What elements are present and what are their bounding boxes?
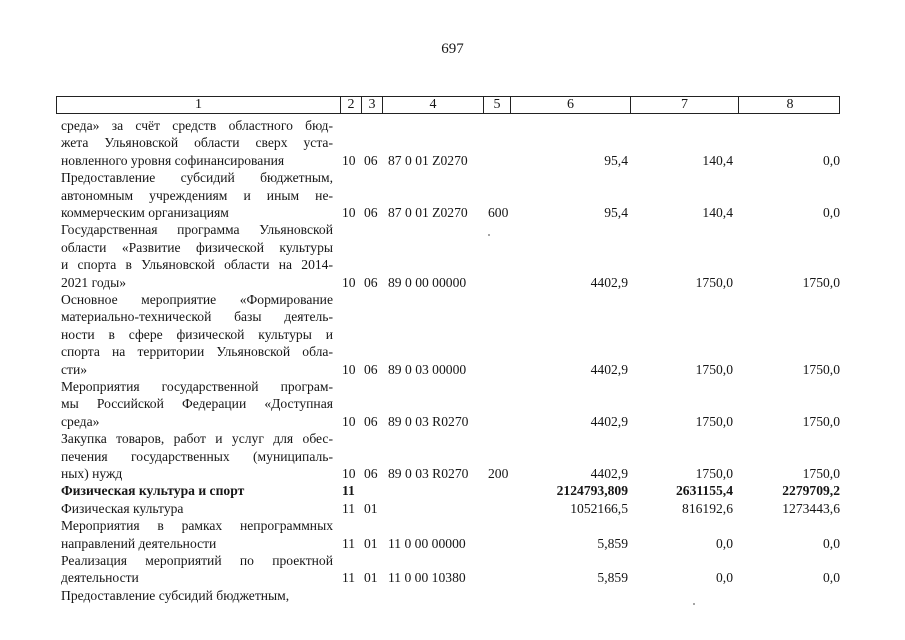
amount-col-8: 1750,0 [802, 361, 840, 377]
description-line: деятельности [61, 570, 139, 586]
target-article-code: 87 0 01 Z0270 [388, 152, 468, 168]
header-col-5: 5 [484, 97, 511, 113]
section-code: 11 [342, 570, 356, 586]
subsection-code: 01 [364, 570, 378, 586]
amount-col-8: 0,0 [823, 535, 840, 551]
description-line: Мероприятия государственной програм- [61, 379, 333, 394]
description-line: ных) нужд [61, 466, 123, 481]
amount-col-7: 2631155,4 [675, 483, 733, 499]
section-code: 10 [342, 204, 356, 220]
header-col-4: 4 [383, 97, 484, 113]
expense-type-code: 600 [488, 204, 509, 220]
table-row [0, 169, 905, 221]
row-description [61, 221, 333, 291]
description-line: Физическая культура и спорт [61, 483, 245, 499]
target-article-code: 11 0 00 10380 [388, 570, 466, 586]
section-code: 11 [342, 535, 356, 551]
header-col-6: 6 [511, 97, 631, 113]
table-row [0, 500, 905, 517]
description-line: Государственная программа Ульяновской [61, 222, 333, 238]
target-article-code: 87 0 01 Z0270 [388, 204, 468, 220]
subsection-code: 06 [364, 152, 378, 168]
amount-col-8: 1750,0 [802, 274, 840, 290]
amount-col-8: 0,0 [823, 204, 840, 220]
description-line: ности в сфере физической культуры и [61, 326, 333, 342]
description-line: печения государственных (муниципаль- [61, 448, 333, 464]
amount-col-7: 1750,0 [695, 413, 733, 429]
description-line: 2021 годы» [61, 274, 127, 290]
table-row [0, 587, 905, 604]
section-code: 10 [342, 413, 356, 429]
description-line: и спорта в Ульяновской области на 2014- [61, 257, 333, 273]
target-article-code: 89 0 03 00000 [388, 361, 467, 377]
subsection-code: 06 [364, 274, 378, 290]
amount-col-7: 0,0 [716, 570, 733, 586]
page-number: 697 [441, 41, 464, 57]
amount-col-7: 816192,6 [682, 500, 733, 516]
section-code: 10 [342, 152, 356, 168]
header-col-7: 7 [631, 97, 739, 113]
amount-col-6: 95,4 [604, 204, 628, 220]
subsection-code: 06 [364, 204, 378, 220]
amount-col-7: 1750,0 [695, 465, 733, 481]
target-article-code: 11 0 00 00000 [388, 535, 466, 551]
description-line: Основное мероприятие «Формирование [61, 292, 333, 307]
header-col-3: 3 [362, 97, 383, 113]
scan-speck [488, 234, 490, 236]
description-line: коммерческим организациям [61, 205, 229, 220]
row-description [61, 587, 333, 604]
description-line: области «Развитие физической культуры [61, 239, 333, 255]
description-line: жета Ульяновской области сверх уста- [61, 135, 333, 151]
table-row [0, 482, 905, 499]
amount-col-6: 95,4 [604, 152, 628, 168]
description-line: Физическая культура [61, 500, 184, 516]
description-line: автономным учреждениям и иным не- [61, 187, 333, 203]
subsection-code: 01 [364, 535, 378, 551]
amount-col-6: 4402,9 [590, 465, 628, 481]
row-description [61, 552, 333, 587]
amount-col-7: 1750,0 [695, 274, 733, 290]
description-line: материально-технической базы деятель- [61, 309, 333, 325]
description-line: Предоставление субсидий бюджетным, [61, 587, 290, 603]
section-code: 10 [342, 465, 356, 481]
scan-speck [693, 603, 695, 605]
amount-col-7: 0,0 [716, 535, 733, 551]
subsection-code: 01 [364, 500, 378, 516]
table-row [0, 117, 905, 169]
target-article-code: 89 0 03 R0270 [388, 465, 469, 481]
description-line: новленного уровня софинансирования [61, 152, 285, 168]
description-line: сти» [61, 361, 88, 377]
target-article-code: 89 0 03 R0270 [388, 413, 469, 429]
amount-col-7: 1750,0 [695, 361, 733, 377]
table-row [0, 552, 905, 587]
section-code: 11 [342, 500, 356, 516]
expense-type-code: 200 [488, 465, 509, 481]
row-description [61, 291, 333, 378]
amount-col-6: 4402,9 [590, 413, 628, 429]
row-description [61, 378, 333, 430]
description-line: Мероприятия в рамках непрограммных [61, 518, 333, 534]
section-code: 11 [342, 483, 355, 499]
amount-col-8: 2279709,2 [782, 483, 840, 499]
section-code: 10 [342, 274, 356, 290]
description-line: спорта на территории Ульяновской обла- [61, 344, 333, 360]
row-description [61, 482, 333, 499]
table-row [0, 291, 905, 378]
target-article-code: 89 0 00 00000 [388, 274, 467, 290]
description-line: Закупка товаров, работ и услуг для обес- [61, 431, 333, 447]
amount-col-7: 140,4 [702, 204, 733, 220]
amount-col-6: 1052166,5 [570, 500, 628, 516]
amount-col-6: 4402,9 [590, 361, 628, 377]
amount-col-8: 1273443,6 [782, 500, 840, 516]
amount-col-8: 1750,0 [802, 465, 840, 481]
table-row [0, 430, 905, 482]
amount-col-8: 0,0 [823, 152, 840, 168]
row-description [61, 117, 333, 169]
row-description [61, 517, 333, 552]
subsection-code: 06 [364, 465, 378, 481]
header-col-1: 1 [57, 97, 341, 113]
subsection-code: 06 [364, 413, 378, 429]
amount-col-8: 0,0 [823, 570, 840, 586]
description-line: мы Российской Федерации «Доступная [61, 396, 333, 412]
description-line: Реализация мероприятий по проектной [61, 553, 333, 568]
row-description [61, 430, 333, 482]
amount-col-7: 140,4 [702, 152, 733, 168]
description-line: Предоставление субсидий бюджетным, [61, 170, 333, 186]
table-row [0, 378, 905, 430]
section-code: 10 [342, 361, 356, 377]
amount-col-6: 5,859 [597, 570, 628, 586]
amount-col-6: 4402,9 [590, 274, 628, 290]
table-row [0, 221, 905, 291]
row-description [61, 169, 333, 221]
header-col-2: 2 [341, 97, 362, 113]
table-row [0, 517, 905, 552]
subsection-code: 06 [364, 361, 378, 377]
amount-col-8: 1750,0 [802, 413, 840, 429]
row-description [61, 500, 333, 517]
amount-col-6: 2124793,809 [556, 483, 628, 499]
amount-col-6: 5,859 [597, 535, 628, 551]
description-line: направлений деятельности [61, 535, 217, 551]
description-line: среда» за счёт средств областного бюд- [61, 118, 333, 133]
description-line: среда» [61, 413, 100, 429]
table-header [56, 96, 840, 114]
header-col-8: 8 [786, 97, 794, 112]
